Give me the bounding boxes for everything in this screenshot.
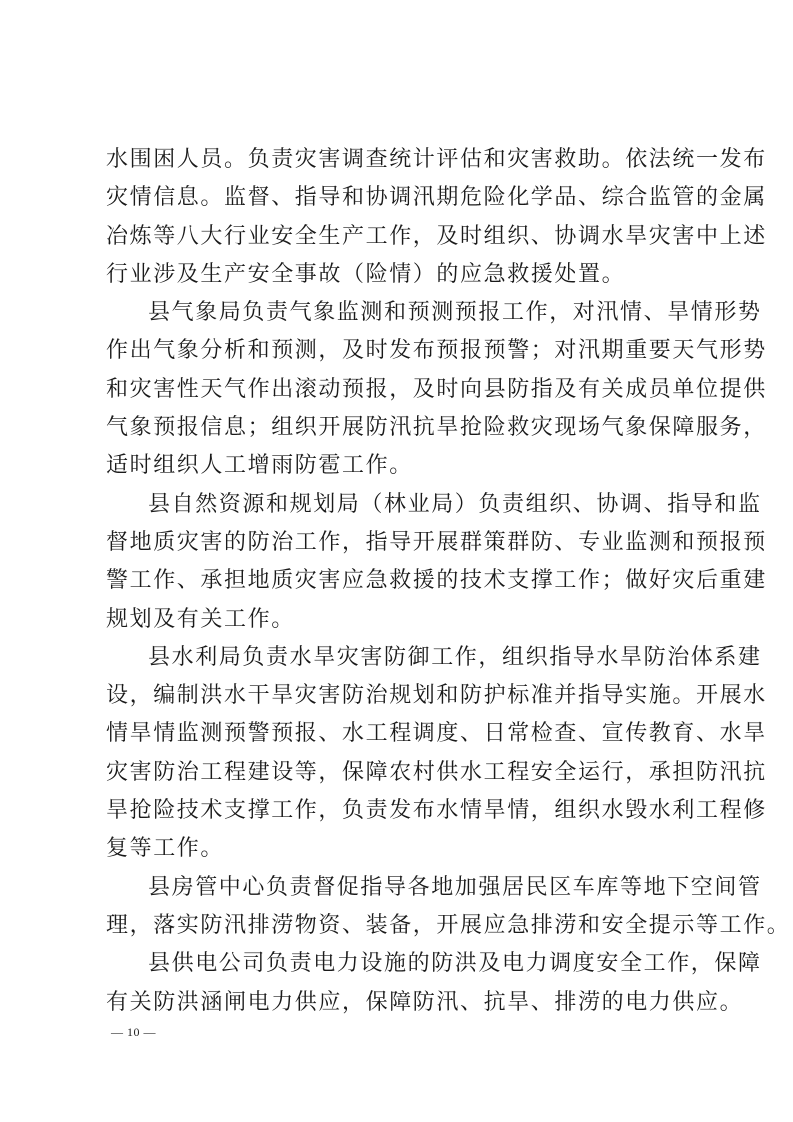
paragraph-power-supply-company — [106, 945, 762, 1022]
text-line: 行业涉及生产安全事故（险情）的应急救援处置。 — [106, 261, 626, 287]
text-line: 灾情信息。监督、指导和协调汛期危险化学品、综合监管的金属 — [106, 185, 767, 211]
text-line: 灾害防治工程建设等，保障农村供水工程安全运行，承担防汛抗 — [106, 759, 767, 785]
paragraph-emergency-management-continued — [106, 141, 767, 294]
text-line: 和灾害性天气作出滚动预报，及时向县防指及有关成员单位提供 — [106, 376, 767, 402]
text-line: 理，落实防汛排涝物资、装备，开展应急排涝和安全提示等工作。 — [106, 912, 791, 938]
text-line: 作出气象分析和预测，及时发布预报预警；对汛期重要天气形势 — [106, 338, 767, 364]
text-line: 县自然资源和规划局（林业局）负责组织、协调、指导和监 — [148, 491, 762, 517]
body-text — [106, 141, 791, 1022]
paragraph-housing-management-center — [106, 869, 791, 946]
paragraph-water-resources-bureau — [106, 639, 767, 869]
text-line: 适时组织人工增雨防雹工作。 — [106, 453, 413, 479]
paragraph-meteorological-bureau — [106, 294, 767, 485]
paragraph-natural-resources-bureau — [106, 486, 767, 639]
text-line: 情旱情监测预警预报、水工程调度、日常检查、宣传教育、水旱 — [106, 721, 767, 747]
text-line: 复等工作。 — [106, 836, 225, 862]
text-line: 县房管中心负责督促指导各地加强居民区车库等地下空间管 — [148, 874, 762, 900]
page-number: — 10 — — [111, 1025, 156, 1039]
text-line: 县水利局负责水旱灾害防御工作，组织指导水旱防治体系建 — [148, 644, 762, 670]
text-line: 规划及有关工作。 — [106, 606, 295, 632]
text-line: 旱抢险技术支撑工作，负责发布水情旱情，组织水毁水利工程修 — [106, 798, 767, 824]
text-line: 有关防洪涵闸电力供应，保障防汛、抗旱、排涝的电力供应。 — [106, 989, 744, 1015]
text-line: 气象预报信息；组织开展防汛抗旱抢险救灾现场气象保障服务， — [106, 415, 767, 441]
text-line: 设，编制洪水干旱灾害防治规划和防护标准并指导实施。开展水 — [106, 683, 767, 709]
text-line: 县气象局负责气象监测和预测预报工作，对汛情、旱情形势 — [148, 300, 762, 326]
text-line: 县供电公司负责电力设施的防洪及电力调度安全工作，保障 — [148, 951, 762, 977]
text-line: 警工作、承担地质灾害应急救援的技术支撑工作；做好灾后重建 — [106, 568, 767, 594]
text-line: 冶炼等八大行业安全生产工作，及时组织、协调水旱灾害中上述 — [106, 223, 767, 249]
text-line: 督地质灾害的防治工作，指导开展群策群防、专业监测和预报预 — [106, 529, 767, 555]
text-line: 水围困人员。负责灾害调查统计评估和灾害救助。依法统一发布 — [106, 147, 767, 172]
